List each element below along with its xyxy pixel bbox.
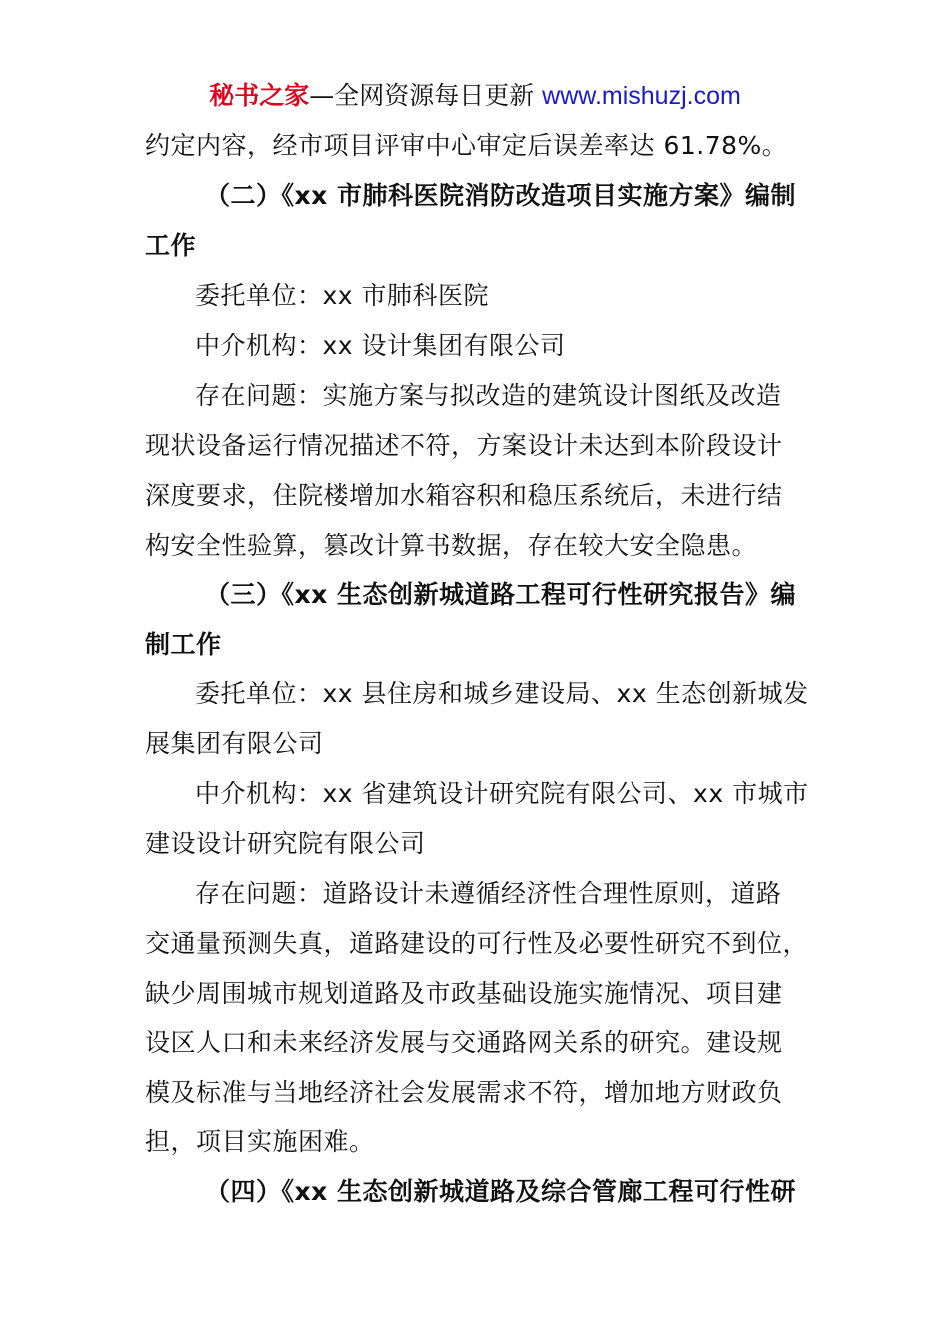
section-heading-2: （二）《xx 市肺科医院消防改造项目实施方案》编制 <box>205 181 796 210</box>
body-line: 委托单位：xx 市肺科医院 <box>195 281 490 310</box>
site-header <box>0 78 950 114</box>
body-line: 中介机构：xx 省建筑设计研究院有限公司、xx 市城市 <box>195 779 809 808</box>
header-tagline: —全网资源每日更新 <box>309 81 543 110</box>
site-url-link[interactable]: www.mishuzj.com <box>542 82 741 110</box>
body-line: 设区人口和未来经济发展与交通路网关系的研究。建设规 <box>145 1028 783 1057</box>
body-line: 委托单位：xx 县住房和城乡建设局、xx 生态创新城发 <box>195 679 809 708</box>
section-heading-2-cont: 工作 <box>145 231 197 260</box>
body-line: 现状设备运行情况描述不符，方案设计未达到本阶段设计 <box>145 431 783 460</box>
body-line: 交通量预测失真，道路建设的可行性及必要性研究不到位， <box>145 929 809 958</box>
body-line: 存在问题：道路设计未遵循经济性合理性原则，道路 <box>195 879 782 908</box>
body-line: 建设设计研究院有限公司 <box>145 829 426 858</box>
body-line: 中介机构：xx 设计集团有限公司 <box>195 331 566 360</box>
body-line: 担，项目实施困难。 <box>145 1127 375 1156</box>
body-line: 存在问题：实施方案与拟改造的建筑设计图纸及改造 <box>195 381 782 410</box>
body-line: 缺少周围城市规划道路及市政基础设施实施情况、项目建 <box>145 979 783 1008</box>
body-line: 约定内容，经市项目评审中心审定后误差率达 61.78%。 <box>145 131 788 160</box>
brand-name: 秘书之家 <box>209 81 310 110</box>
body-line: 模及标准与当地经济社会发展需求不符，增加地方财政负 <box>145 1078 783 1107</box>
body-line: 展集团有限公司 <box>145 729 324 758</box>
body-line: 构安全性验算，篡改计算书数据，存在较大安全隐患。 <box>145 531 758 560</box>
section-heading-3-cont: 制工作 <box>145 630 222 659</box>
section-heading-3: （三）《xx 生态创新城道路工程可行性研究报告》编 <box>205 580 796 609</box>
section-heading-4: （四）《xx 生态创新城道路及综合管廊工程可行性研 <box>205 1177 796 1206</box>
body-line: 深度要求，住院楼增加水箱容积和稳压系统后，未进行结 <box>145 481 783 510</box>
